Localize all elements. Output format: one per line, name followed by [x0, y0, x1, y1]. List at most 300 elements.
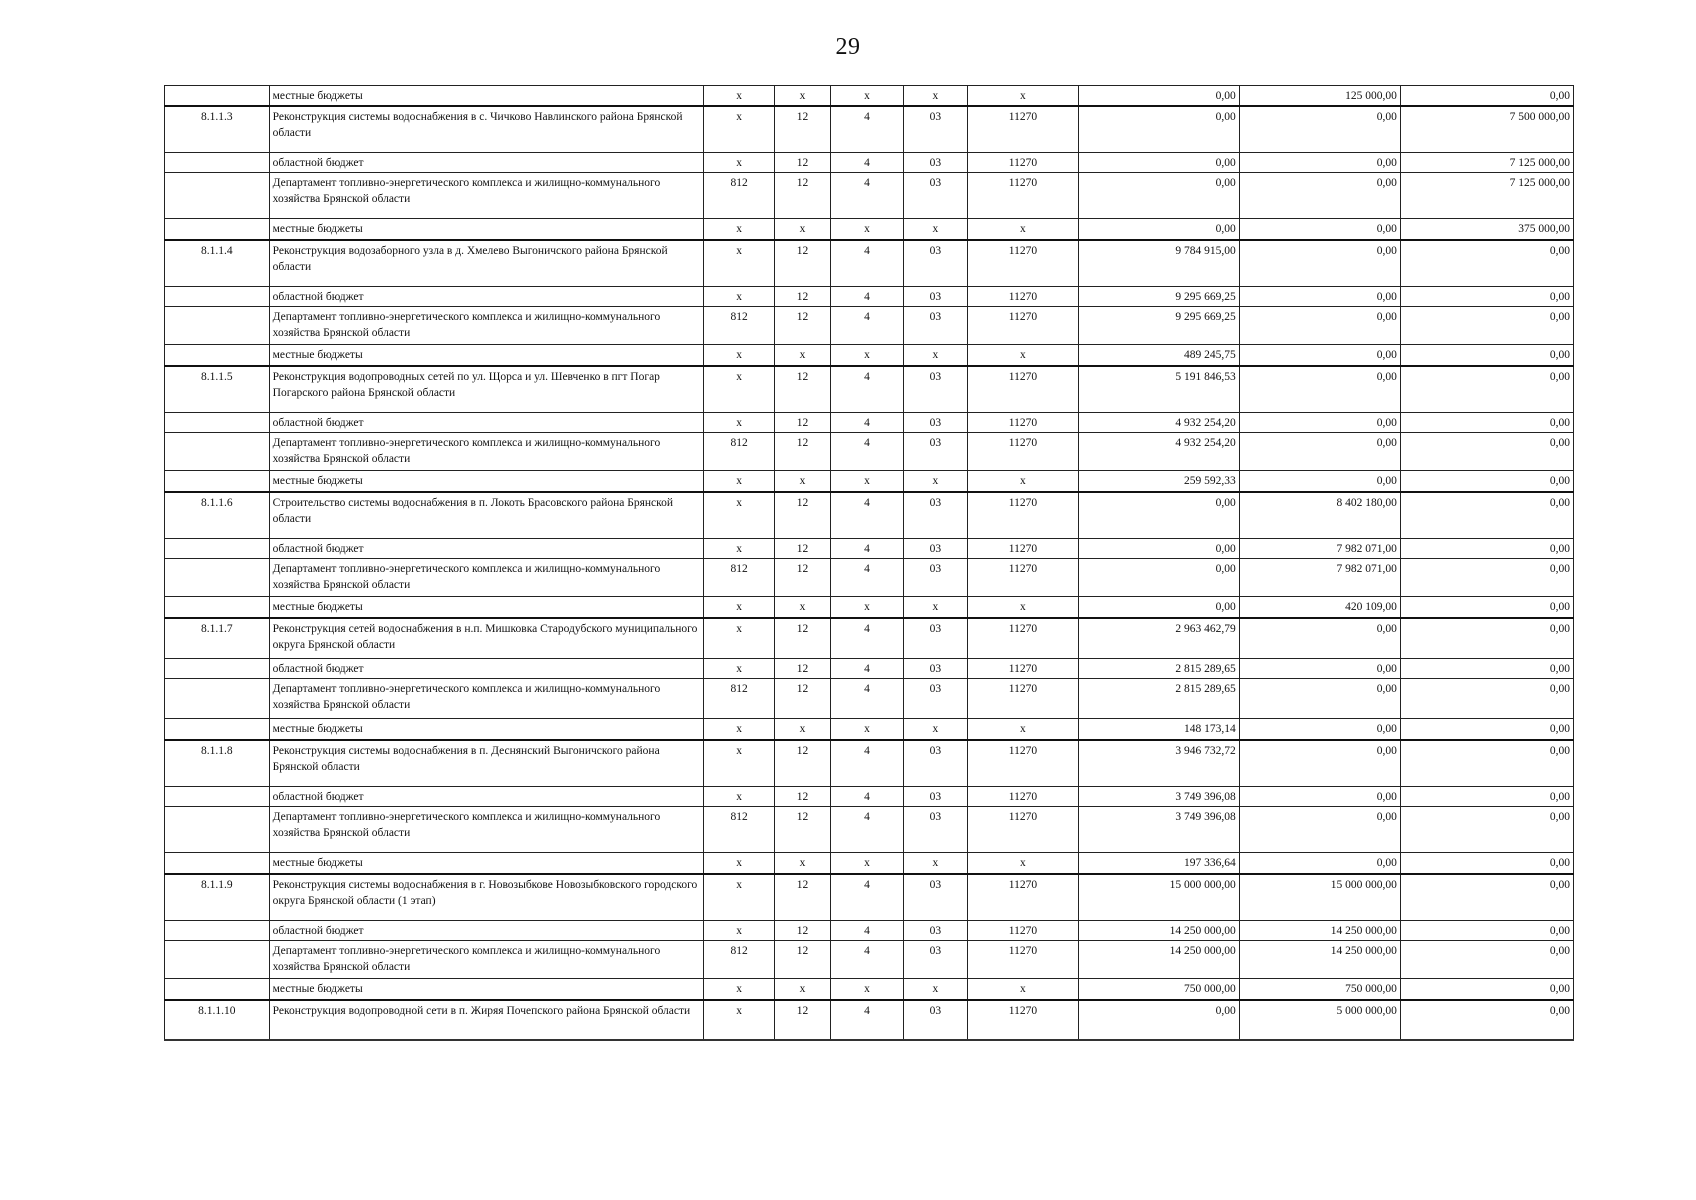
- row-value-1: 489 245,75: [1078, 344, 1239, 366]
- row-value-2: 14 250 000,00: [1239, 920, 1400, 940]
- row-value-1: 0,00: [1078, 218, 1239, 240]
- row-value-3: 7 125 000,00: [1400, 172, 1573, 218]
- row-cs1: х: [903, 718, 967, 740]
- row-value-2: 750 000,00: [1239, 978, 1400, 1000]
- row-gr: х: [704, 86, 774, 107]
- row-pr: 4: [831, 366, 903, 412]
- row-code: [165, 172, 270, 218]
- row-cs2: 11270: [968, 152, 1079, 172]
- row-pr: 4: [831, 786, 903, 806]
- row-value-3: 0,00: [1400, 806, 1573, 852]
- row-gr: х: [704, 852, 774, 874]
- row-pr: 4: [831, 618, 903, 658]
- row-cs1: 03: [903, 172, 967, 218]
- row-name: местные бюджеты: [269, 218, 704, 240]
- row-cs2: 11270: [968, 106, 1079, 152]
- row-cs2: 11270: [968, 618, 1079, 658]
- row-gr: х: [704, 240, 774, 286]
- row-gr: 812: [704, 172, 774, 218]
- row-value-3: 0,00: [1400, 366, 1573, 412]
- table-row: [165, 432, 1574, 470]
- row-pr: х: [831, 218, 903, 240]
- table-row: [165, 172, 1574, 218]
- row-cs1: 03: [903, 786, 967, 806]
- row-pr: 4: [831, 106, 903, 152]
- row-rz: 12: [774, 940, 830, 978]
- row-value-3: 0,00: [1400, 786, 1573, 806]
- row-rz: 12: [774, 492, 830, 538]
- row-code: [165, 678, 270, 718]
- table-row: [165, 658, 1574, 678]
- row-name: областной бюджет: [269, 412, 704, 432]
- row-pr: 4: [831, 678, 903, 718]
- row-code: [165, 596, 270, 618]
- row-value-2: 0,00: [1239, 786, 1400, 806]
- row-value-1: 750 000,00: [1078, 978, 1239, 1000]
- row-value-2: 0,00: [1239, 852, 1400, 874]
- table-row: [165, 344, 1574, 366]
- row-gr: х: [704, 978, 774, 1000]
- row-value-1: 2 815 289,65: [1078, 658, 1239, 678]
- row-code: [165, 412, 270, 432]
- page-number: 29: [835, 34, 861, 60]
- row-rz: х: [774, 978, 830, 1000]
- row-value-3: 0,00: [1400, 86, 1573, 107]
- row-code: [165, 558, 270, 596]
- row-name: Реконструкция водозаборного узла в д. Хмелево Выгоничского района Брянской области: [269, 240, 704, 286]
- row-value-3: 0,00: [1400, 596, 1573, 618]
- row-value-1: 15 000 000,00: [1078, 874, 1239, 920]
- row-cs2: 11270: [968, 240, 1079, 286]
- row-gr: 812: [704, 678, 774, 718]
- row-code: 8.1.1.10: [165, 1000, 270, 1040]
- row-cs2: 11270: [968, 286, 1079, 306]
- row-value-2: 0,00: [1239, 470, 1400, 492]
- row-pr: 4: [831, 240, 903, 286]
- row-cs1: 03: [903, 618, 967, 658]
- row-pr: 4: [831, 658, 903, 678]
- row-cs1: 03: [903, 678, 967, 718]
- row-gr: х: [704, 1000, 774, 1040]
- row-pr: 4: [831, 538, 903, 558]
- row-name: Строительство системы водоснабжения в п. Локоть Брасовского района Брянской области: [269, 492, 704, 538]
- row-cs2: 11270: [968, 1000, 1079, 1040]
- row-rz: х: [774, 470, 830, 492]
- row-cs2: 11270: [968, 806, 1079, 852]
- row-rz: 12: [774, 920, 830, 940]
- row-code: [165, 806, 270, 852]
- row-rz: х: [774, 852, 830, 874]
- row-rz: 12: [774, 618, 830, 658]
- row-value-1: 5 191 846,53: [1078, 366, 1239, 412]
- row-code: 8.1.1.9: [165, 874, 270, 920]
- row-value-2: 7 982 071,00: [1239, 538, 1400, 558]
- table-row: [165, 470, 1574, 492]
- row-value-1: 0,00: [1078, 172, 1239, 218]
- row-cs2: 11270: [968, 432, 1079, 470]
- table-row: [165, 618, 1574, 658]
- row-rz: 12: [774, 412, 830, 432]
- table-row: [165, 718, 1574, 740]
- row-value-1: 9 295 669,25: [1078, 286, 1239, 306]
- table-row: [165, 412, 1574, 432]
- table-row: [165, 538, 1574, 558]
- row-value-2: 0,00: [1239, 152, 1400, 172]
- row-cs2: х: [968, 718, 1079, 740]
- row-rz: 12: [774, 306, 830, 344]
- table-row: [165, 306, 1574, 344]
- row-cs2: 11270: [968, 740, 1079, 786]
- row-cs1: х: [903, 218, 967, 240]
- row-value-2: 0,00: [1239, 806, 1400, 852]
- row-value-1: 3 749 396,08: [1078, 806, 1239, 852]
- row-pr: 4: [831, 492, 903, 538]
- row-cs2: 11270: [968, 786, 1079, 806]
- row-code: [165, 86, 270, 107]
- row-value-2: 0,00: [1239, 106, 1400, 152]
- row-code: [165, 306, 270, 344]
- row-rz: х: [774, 86, 830, 107]
- row-cs2: х: [968, 596, 1079, 618]
- row-name: Департамент топливно-энергетического комплекса и жилищно-коммунального хозяйства Брянской области: [269, 432, 704, 470]
- row-name: Реконструкция водопроводной сети в п. Жиряя Почепского района Брянской области: [269, 1000, 704, 1040]
- row-value-1: 259 592,33: [1078, 470, 1239, 492]
- row-cs2: 11270: [968, 940, 1079, 978]
- row-value-3: 0,00: [1400, 306, 1573, 344]
- row-code: [165, 852, 270, 874]
- row-cs2: 11270: [968, 558, 1079, 596]
- row-value-2: 0,00: [1239, 718, 1400, 740]
- row-cs2: 11270: [968, 678, 1079, 718]
- row-gr: 812: [704, 558, 774, 596]
- row-code: [165, 978, 270, 1000]
- table-row: [165, 874, 1574, 920]
- row-cs2: х: [968, 344, 1079, 366]
- row-cs1: 03: [903, 558, 967, 596]
- row-cs1: 03: [903, 306, 967, 344]
- row-rz: х: [774, 596, 830, 618]
- row-value-3: 0,00: [1400, 718, 1573, 740]
- row-value-3: 0,00: [1400, 852, 1573, 874]
- row-value-2: 0,00: [1239, 740, 1400, 786]
- row-pr: 4: [831, 806, 903, 852]
- row-rz: 12: [774, 874, 830, 920]
- row-gr: х: [704, 286, 774, 306]
- row-value-3: 0,00: [1400, 558, 1573, 596]
- row-cs2: 11270: [968, 538, 1079, 558]
- table-row: [165, 786, 1574, 806]
- row-rz: 12: [774, 806, 830, 852]
- row-gr: х: [704, 618, 774, 658]
- row-value-1: 0,00: [1078, 106, 1239, 152]
- row-value-1: 4 932 254,20: [1078, 412, 1239, 432]
- row-gr: х: [704, 412, 774, 432]
- row-gr: х: [704, 874, 774, 920]
- row-name: местные бюджеты: [269, 470, 704, 492]
- row-value-1: 9 784 915,00: [1078, 240, 1239, 286]
- row-cs2: 11270: [968, 366, 1079, 412]
- row-code: [165, 920, 270, 940]
- row-cs2: х: [968, 470, 1079, 492]
- row-code: [165, 538, 270, 558]
- row-cs2: 11270: [968, 306, 1079, 344]
- row-pr: 4: [831, 1000, 903, 1040]
- table-row: [165, 86, 1574, 107]
- row-name: областной бюджет: [269, 152, 704, 172]
- row-pr: х: [831, 470, 903, 492]
- table-row: [165, 940, 1574, 978]
- row-cs1: 03: [903, 940, 967, 978]
- row-name: Реконструкция водопроводных сетей по ул. Щорса и ул. Шевченко в пгт Погар Погарского района Брянской области: [269, 366, 704, 412]
- row-value-1: 0,00: [1078, 538, 1239, 558]
- row-cs1: 03: [903, 806, 967, 852]
- row-name: местные бюджеты: [269, 978, 704, 1000]
- row-name: областной бюджет: [269, 920, 704, 940]
- row-rz: 12: [774, 658, 830, 678]
- row-cs1: х: [903, 978, 967, 1000]
- row-gr: х: [704, 218, 774, 240]
- row-cs2: 11270: [968, 492, 1079, 538]
- row-gr: 812: [704, 306, 774, 344]
- row-value-2: 0,00: [1239, 678, 1400, 718]
- row-value-2: 125 000,00: [1239, 86, 1400, 107]
- row-value-3: 7 500 000,00: [1400, 106, 1573, 152]
- row-value-2: 15 000 000,00: [1239, 874, 1400, 920]
- row-gr: х: [704, 538, 774, 558]
- row-pr: 4: [831, 432, 903, 470]
- row-code: [165, 152, 270, 172]
- row-value-3: 0,00: [1400, 470, 1573, 492]
- row-pr: х: [831, 344, 903, 366]
- row-code: [165, 344, 270, 366]
- row-value-3: 375 000,00: [1400, 218, 1573, 240]
- row-code: [165, 218, 270, 240]
- row-value-2: 0,00: [1239, 412, 1400, 432]
- row-cs1: х: [903, 852, 967, 874]
- row-cs2: 11270: [968, 874, 1079, 920]
- table-row: [165, 218, 1574, 240]
- row-rz: 12: [774, 1000, 830, 1040]
- row-name: местные бюджеты: [269, 86, 704, 107]
- table-row: [165, 152, 1574, 172]
- row-value-3: 0,00: [1400, 1000, 1573, 1040]
- row-gr: х: [704, 492, 774, 538]
- row-cs1: 03: [903, 152, 967, 172]
- table-row: [165, 806, 1574, 852]
- row-gr: 812: [704, 806, 774, 852]
- row-name: Реконструкция сетей водоснабжения в н.п. Мишковка Стародубского муниципального округа Брянской области: [269, 618, 704, 658]
- row-name: областной бюджет: [269, 538, 704, 558]
- row-cs1: 03: [903, 286, 967, 306]
- row-value-3: 0,00: [1400, 412, 1573, 432]
- row-rz: 12: [774, 558, 830, 596]
- row-cs2: х: [968, 852, 1079, 874]
- row-cs2: х: [968, 218, 1079, 240]
- row-code: 8.1.1.4: [165, 240, 270, 286]
- row-value-1: 0,00: [1078, 492, 1239, 538]
- row-code: [165, 718, 270, 740]
- row-rz: х: [774, 718, 830, 740]
- row-rz: 12: [774, 152, 830, 172]
- row-pr: х: [831, 596, 903, 618]
- row-rz: 12: [774, 240, 830, 286]
- row-value-3: 0,00: [1400, 492, 1573, 538]
- row-cs1: 03: [903, 1000, 967, 1040]
- row-pr: 4: [831, 558, 903, 596]
- row-value-3: 0,00: [1400, 286, 1573, 306]
- row-cs2: 11270: [968, 920, 1079, 940]
- row-gr: х: [704, 366, 774, 412]
- row-pr: 4: [831, 286, 903, 306]
- row-cs2: 11270: [968, 658, 1079, 678]
- row-name: Реконструкция системы водоснабжения в г. Новозыбкове Новозыбковского городского округа Брянской области (1 этап): [269, 874, 704, 920]
- row-name: Департамент топливно-энергетического комплекса и жилищно-коммунального хозяйства Брянской области: [269, 172, 704, 218]
- row-value-2: 5 000 000,00: [1239, 1000, 1400, 1040]
- table-row: [165, 558, 1574, 596]
- row-pr: 4: [831, 874, 903, 920]
- row-cs1: 03: [903, 432, 967, 470]
- row-cs2: х: [968, 86, 1079, 107]
- row-value-2: 8 402 180,00: [1239, 492, 1400, 538]
- row-value-2: 0,00: [1239, 344, 1400, 366]
- table-row: [165, 106, 1574, 152]
- row-value-2: 0,00: [1239, 658, 1400, 678]
- row-value-3: 0,00: [1400, 658, 1573, 678]
- row-value-3: 0,00: [1400, 920, 1573, 940]
- row-cs1: 03: [903, 920, 967, 940]
- row-cs1: 03: [903, 658, 967, 678]
- row-value-2: 420 109,00: [1239, 596, 1400, 618]
- row-value-3: 0,00: [1400, 978, 1573, 1000]
- row-name: Департамент топливно-энергетического комплекса и жилищно-коммунального хозяйства Брянской области: [269, 678, 704, 718]
- row-value-3: 0,00: [1400, 874, 1573, 920]
- row-cs1: 03: [903, 366, 967, 412]
- row-value-1: 3 946 732,72: [1078, 740, 1239, 786]
- row-value-1: 0,00: [1078, 596, 1239, 618]
- row-cs1: 03: [903, 874, 967, 920]
- table-row: [165, 920, 1574, 940]
- row-value-1: 9 295 669,25: [1078, 306, 1239, 344]
- row-gr: х: [704, 920, 774, 940]
- row-value-1: 0,00: [1078, 1000, 1239, 1040]
- row-gr: х: [704, 596, 774, 618]
- row-rz: 12: [774, 786, 830, 806]
- row-value-1: 148 173,14: [1078, 718, 1239, 740]
- table-row: [165, 740, 1574, 786]
- row-code: 8.1.1.7: [165, 618, 270, 658]
- row-pr: х: [831, 852, 903, 874]
- row-value-1: 197 336,64: [1078, 852, 1239, 874]
- row-code: [165, 432, 270, 470]
- row-pr: х: [831, 718, 903, 740]
- row-cs1: 03: [903, 492, 967, 538]
- row-cs1: 03: [903, 740, 967, 786]
- budget-table-body: [165, 86, 1574, 1041]
- table-row: [165, 366, 1574, 412]
- row-value-2: 0,00: [1239, 618, 1400, 658]
- row-gr: 812: [704, 432, 774, 470]
- row-code: [165, 658, 270, 678]
- budget-table: [164, 85, 1574, 1041]
- row-cs1: 03: [903, 240, 967, 286]
- table-row: [165, 978, 1574, 1000]
- row-cs1: 03: [903, 412, 967, 432]
- row-name: местные бюджеты: [269, 718, 704, 740]
- row-value-2: 0,00: [1239, 218, 1400, 240]
- row-value-1: 2 815 289,65: [1078, 678, 1239, 718]
- row-rz: 12: [774, 286, 830, 306]
- row-value-1: 14 250 000,00: [1078, 940, 1239, 978]
- row-value-1: 4 932 254,20: [1078, 432, 1239, 470]
- row-code: [165, 786, 270, 806]
- table-row: [165, 678, 1574, 718]
- row-value-3: 0,00: [1400, 740, 1573, 786]
- row-pr: 4: [831, 940, 903, 978]
- row-code: 8.1.1.6: [165, 492, 270, 538]
- row-gr: х: [704, 152, 774, 172]
- row-cs2: х: [968, 978, 1079, 1000]
- row-name: областной бюджет: [269, 286, 704, 306]
- row-value-2: 0,00: [1239, 172, 1400, 218]
- row-rz: 12: [774, 106, 830, 152]
- row-name: местные бюджеты: [269, 344, 704, 366]
- row-code: 8.1.1.5: [165, 366, 270, 412]
- row-value-3: 0,00: [1400, 344, 1573, 366]
- row-rz: 12: [774, 366, 830, 412]
- row-value-1: 14 250 000,00: [1078, 920, 1239, 940]
- row-rz: 12: [774, 432, 830, 470]
- table-row: [165, 492, 1574, 538]
- row-value-3: 0,00: [1400, 432, 1573, 470]
- row-code: [165, 286, 270, 306]
- row-rz: 12: [774, 538, 830, 558]
- row-value-2: 14 250 000,00: [1239, 940, 1400, 978]
- row-cs1: х: [903, 596, 967, 618]
- row-rz: 12: [774, 740, 830, 786]
- row-gr: х: [704, 344, 774, 366]
- row-cs2: 11270: [968, 172, 1079, 218]
- row-cs1: 03: [903, 106, 967, 152]
- row-value-3: 0,00: [1400, 678, 1573, 718]
- row-cs1: х: [903, 344, 967, 366]
- row-value-1: 0,00: [1078, 86, 1239, 107]
- row-value-2: 0,00: [1239, 286, 1400, 306]
- row-cs2: 11270: [968, 412, 1079, 432]
- row-gr: х: [704, 718, 774, 740]
- row-gr: х: [704, 106, 774, 152]
- table-row: [165, 1000, 1574, 1040]
- row-name: местные бюджеты: [269, 596, 704, 618]
- row-cs1: 03: [903, 538, 967, 558]
- row-value-1: 0,00: [1078, 558, 1239, 596]
- row-gr: х: [704, 786, 774, 806]
- row-value-2: 7 982 071,00: [1239, 558, 1400, 596]
- row-value-2: 0,00: [1239, 432, 1400, 470]
- row-gr: х: [704, 470, 774, 492]
- row-pr: 4: [831, 740, 903, 786]
- row-name: Реконструкция системы водоснабжения в п. Деснянский Выгоничского района Брянской области: [269, 740, 704, 786]
- row-cs1: х: [903, 470, 967, 492]
- row-value-3: 0,00: [1400, 240, 1573, 286]
- row-value-3: 7 125 000,00: [1400, 152, 1573, 172]
- row-code: 8.1.1.8: [165, 740, 270, 786]
- row-value-1: 3 749 396,08: [1078, 786, 1239, 806]
- row-value-2: 0,00: [1239, 366, 1400, 412]
- table-row: [165, 286, 1574, 306]
- row-pr: 4: [831, 920, 903, 940]
- row-code: [165, 940, 270, 978]
- row-name: Департамент топливно-энергетического комплекса и жилищно-коммунального хозяйства Брянской области: [269, 940, 704, 978]
